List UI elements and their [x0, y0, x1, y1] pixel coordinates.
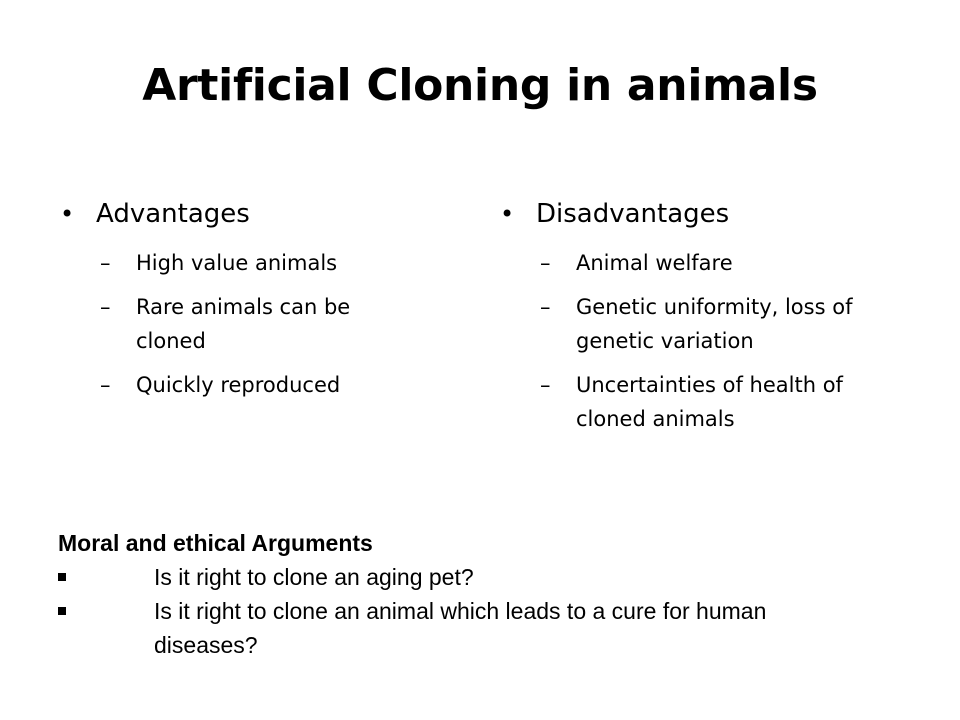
- disadvantage-text: Animal welfare: [576, 251, 733, 275]
- moral-question-item: [58, 594, 818, 662]
- advantages-heading: Advantages: [96, 199, 250, 229]
- advantage-item: [56, 246, 426, 280]
- dash-icon: –: [100, 373, 111, 397]
- dash-icon: –: [540, 251, 551, 275]
- moral-question-text: Is it right to clone an aging pet?: [154, 564, 474, 590]
- square-bullet-icon: [58, 573, 66, 581]
- advantages-column: [56, 196, 426, 412]
- advantage-text: High value animals: [136, 251, 338, 275]
- dash-icon: –: [540, 373, 551, 397]
- disadvantage-item: [496, 368, 896, 436]
- advantages-heading-item: [56, 196, 426, 232]
- bullet-icon: •: [500, 200, 515, 228]
- disadvantage-item: [496, 290, 896, 358]
- advantage-text: Quickly reproduced: [136, 373, 341, 397]
- moral-ethical-section: [58, 526, 818, 662]
- advantage-item: [56, 290, 426, 358]
- moral-question-text: Is it right to clone an animal which leads to a cure for human diseases?: [154, 598, 767, 658]
- disadvantages-column: [496, 196, 896, 446]
- disadvantages-heading: Disadvantages: [536, 199, 730, 229]
- moral-question-item: [58, 560, 818, 594]
- dash-icon: –: [100, 295, 111, 319]
- moral-heading: Moral and ethical Arguments: [58, 530, 373, 556]
- bullet-icon: •: [60, 200, 75, 228]
- advantage-item: [56, 368, 426, 402]
- disadvantage-text: Genetic uniformity, loss of genetic variation: [576, 295, 853, 353]
- dash-icon: –: [540, 295, 551, 319]
- advantage-text: Rare animals can be cloned: [136, 295, 351, 353]
- disadvantage-text: Uncertainties of health of cloned animals: [576, 373, 843, 431]
- disadvantages-list: [496, 246, 896, 436]
- dash-icon: –: [100, 251, 111, 275]
- disadvantages-heading-item: [496, 196, 896, 232]
- disadvantage-item: [496, 246, 896, 280]
- advantages-list: [56, 246, 426, 402]
- slide-title: Artificial Cloning in animals: [142, 60, 818, 111]
- square-bullet-icon: [58, 607, 66, 615]
